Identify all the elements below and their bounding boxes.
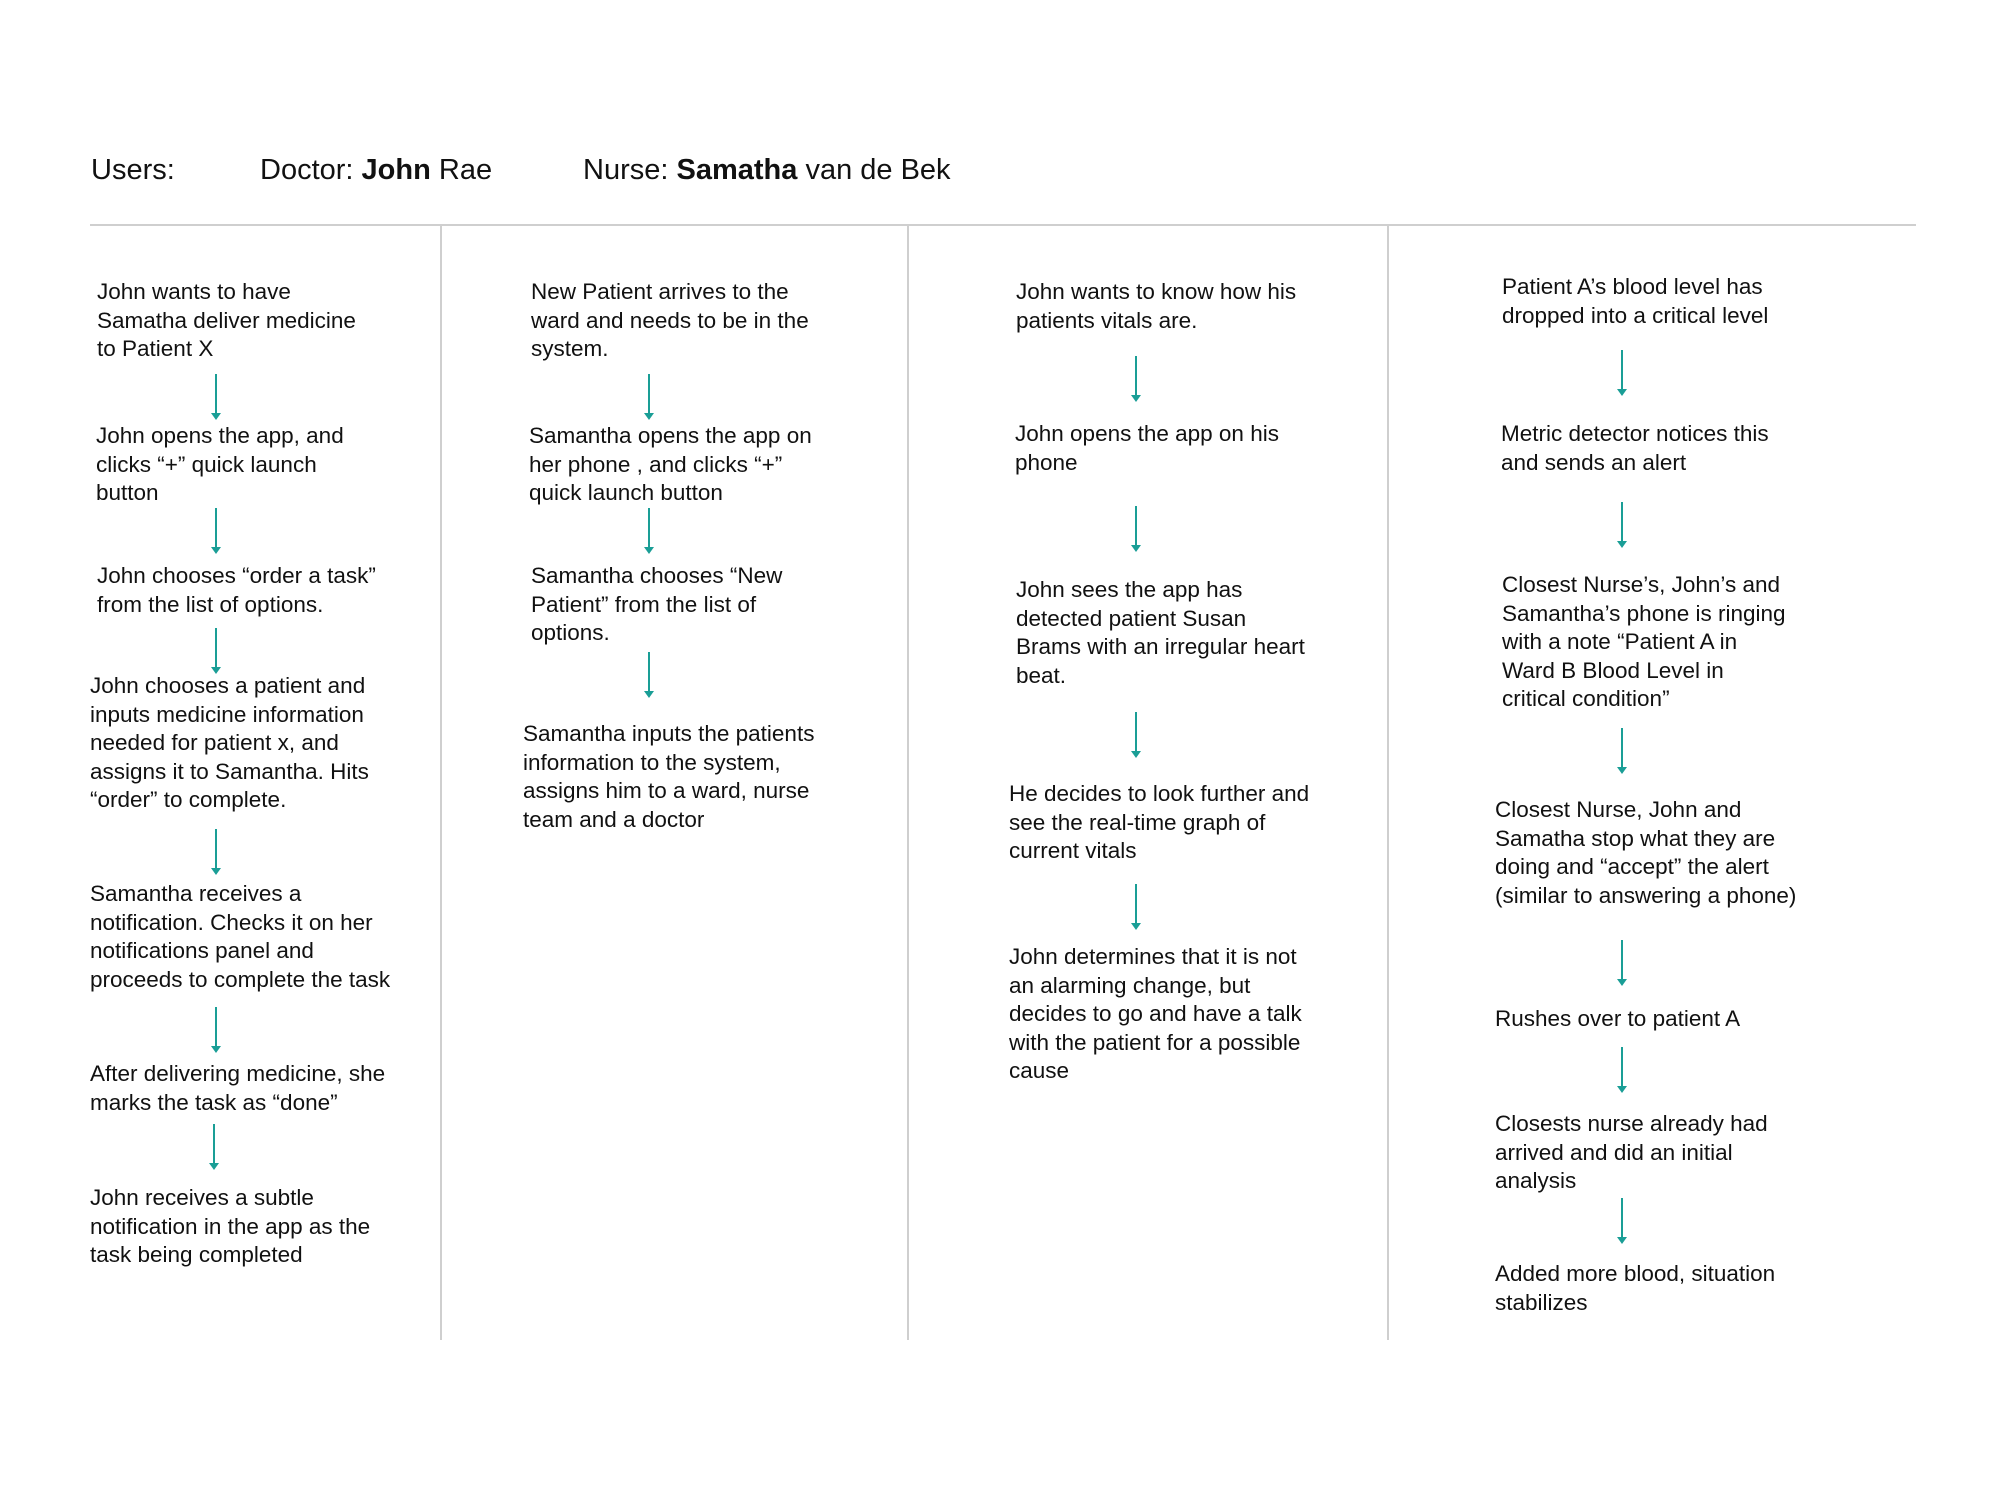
down-arrow-icon (208, 628, 224, 674)
flow-step: John wants to have Samatha deliver medicine to Patient X (97, 279, 356, 362)
doctor-label (260, 154, 492, 187)
down-arrow-icon (1128, 884, 1144, 930)
flow-step: Samantha chooses “New Patient” from the list of options. (531, 563, 783, 646)
down-arrow-icon (641, 374, 657, 420)
flow-step: John wants to know how his patients vitals are. (1016, 279, 1297, 333)
down-arrow-icon (641, 652, 657, 698)
column-divider-1 (440, 226, 442, 1340)
doctor-last-name: Rae (438, 154, 493, 186)
flow-step: Closest Nurse, John and Samatha stop what they are doing and “accept” the alert (similar to answering a phone) (1495, 797, 1797, 908)
down-arrow-icon (1614, 350, 1630, 396)
down-arrow-icon (1614, 728, 1630, 774)
users-label: Users: (91, 154, 175, 186)
flow-step: Samantha opens the app on her phone , and clicks “+” quick launch button (529, 423, 812, 506)
flow-step: John chooses a patient and inputs medicine information needed for patient x, and assigns it to Samantha. Hits “order” to complete. (90, 673, 369, 813)
header-divider (90, 224, 1916, 226)
column-divider-3 (1387, 226, 1389, 1340)
down-arrow-icon (208, 829, 224, 875)
flow-step: John chooses “order a task” from the list of options. (97, 563, 376, 617)
down-arrow-icon (1614, 1047, 1630, 1093)
flow-step: New Patient arrives to the ward and needs to be in the system. (531, 279, 809, 362)
nurse-last-name: van de Bek (805, 154, 951, 186)
down-arrow-icon (1128, 712, 1144, 758)
down-arrow-icon (1614, 940, 1630, 986)
flow-step: John sees the app has detected patient Susan Brams with an irregular heart beat. (1016, 577, 1305, 688)
flow-step: Rushes over to patient A (1495, 1006, 1741, 1031)
flow-step: John opens the app, and clicks “+” quick launch button (96, 423, 344, 506)
flow-step: John determines that it is not an alarming change, but decides to go and have a talk with the patient for a possible cause (1009, 944, 1302, 1084)
nurse-role: Nurse: (583, 154, 669, 186)
flow-step: Samantha inputs the patients information to the system, assigns him to a ward, nurse team and a doctor (523, 721, 815, 832)
flow-step: Samantha receives a notification. Checks it on her notifications panel and proceeds to complete the task (90, 881, 391, 992)
flow-step: Added more blood, situation stabilizes (1495, 1261, 1776, 1315)
flow-step: Closests nurse already had arrived and did an initial analysis (1495, 1111, 1768, 1194)
down-arrow-icon (641, 508, 657, 554)
down-arrow-icon (1128, 506, 1144, 552)
doctor-role: Doctor: (260, 154, 354, 186)
down-arrow-icon (1128, 356, 1144, 402)
flow-step: After delivering medicine, she marks the task as “done” (90, 1061, 386, 1115)
down-arrow-icon (208, 374, 224, 420)
nurse-label (583, 154, 951, 187)
flow-step: Metric detector notices this and sends an alert (1501, 421, 1769, 475)
down-arrow-icon (206, 1124, 222, 1170)
flow-step: Closest Nurse’s, John’s and Samantha’s phone is ringing with a note “Patient A in Ward B Blood Level in critical condition” (1502, 572, 1786, 712)
flow-step: John receives a subtle notification in the app as the task being completed (90, 1185, 371, 1268)
flow-step: He decides to look further and see the real-time graph of current vitals (1009, 781, 1310, 864)
nurse-first-name: Samatha (676, 154, 798, 186)
column-divider-2 (907, 226, 909, 1340)
down-arrow-icon (208, 1007, 224, 1053)
flow-step: Patient A’s blood level has dropped into a critical level (1502, 274, 1769, 328)
down-arrow-icon (1614, 502, 1630, 548)
down-arrow-icon (1614, 1198, 1630, 1244)
flow-step: John opens the app on his phone (1015, 421, 1279, 475)
down-arrow-icon (208, 508, 224, 554)
doctor-first-name: John (361, 154, 431, 186)
